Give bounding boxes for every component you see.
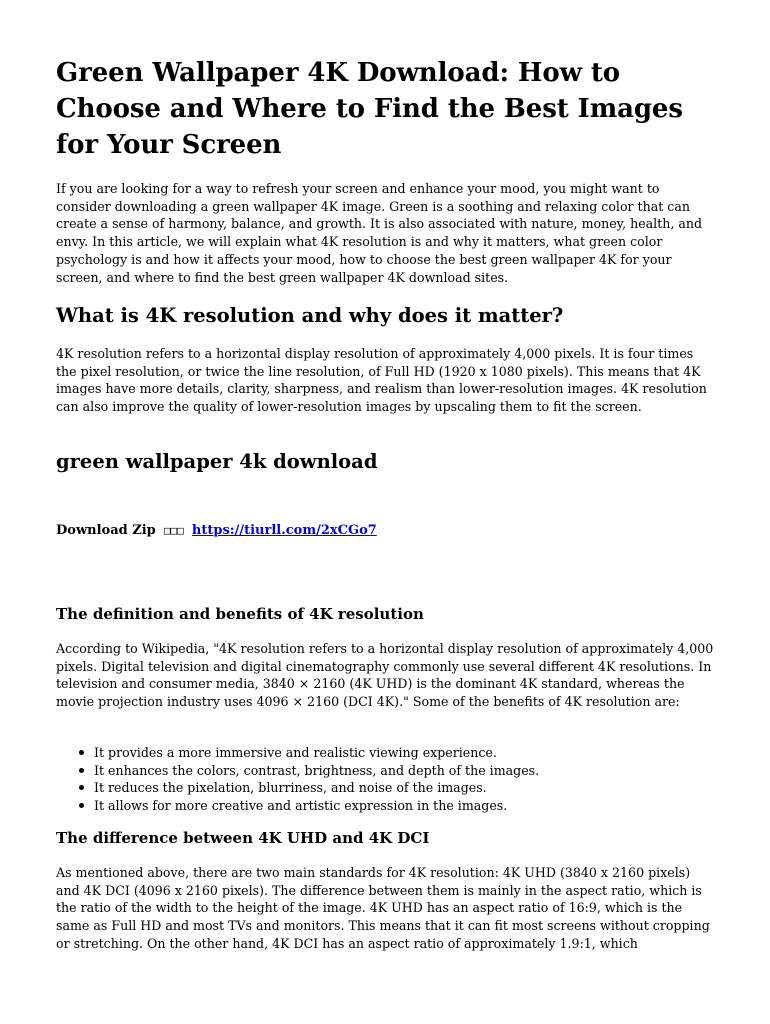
download-line	[56, 522, 377, 540]
page-title: Green Wallpaper 4K Download: How to Choose and Where to Find the Best Images for Your Screen	[56, 58, 683, 160]
benefits-list	[56, 744, 714, 814]
section-definition-paragraph: According to Wikipedia, "4K resolution refers to a horizontal display resolution of approximately 4,000 pixels. Digital television and digital cinematography commonly use several different 4K resolutions. In television and consumer media, 3840 × 2160 (4K UHD) is the dominant 4K standard, whereas the movie projection industry uses 4096 × 2160 (DCI 4K)." Some of the benefits of 4K resolution are:	[56, 641, 714, 710]
list-item: It allows for more creative and artistic expression in the images.	[94, 797, 714, 815]
section-uhd-vs-dci-paragraph: As mentioned above, there are two main standards for 4K resolution: 4K UHD (3840 x 2160 pixels) and 4K DCI (4096 x 2160 pixels). The difference between them is mainly in the aspect ratio, which is the ratio of the width to the height of the image. 4K UHD has an aspect ratio of 16:9, which is the same as Full HD and most TVs and monitors. This means that it can fit most screens without cropping or stretching. On the other hand, 4K DCI has an aspect ratio of approximately 1.9:1, which	[56, 865, 710, 951]
list-item: It enhances the colors, contrast, brightness, and depth of the images.	[94, 762, 714, 780]
section-4k-resolution-paragraph: 4K resolution refers to a horizontal display resolution of approximately 4,000 pixels. It is four times the pixel resolution, or twice the line resolution, of Full HD (1920 x 1080 pixels). This means that 4K images have more details, clarity, sharpness, and realism than lower-resolution images. 4K resolution can also improve the quality of lower-resolution images by upscaling them to fit the screen.	[56, 346, 707, 415]
list-item: It provides a more immersive and realistic viewing experience.	[94, 744, 714, 762]
download-link[interactable]: https://tiurll.com/2xCGo7	[191, 523, 377, 538]
download-zip-label: Download Zip	[56, 523, 156, 538]
section-heading-definition-benefits: The definition and benefits of 4K resolution	[56, 605, 424, 623]
list-item: It reduces the pixelation, blurriness, and noise of the images.	[94, 779, 714, 797]
section-heading-4k-resolution: What is 4K resolution and why does it matter?	[56, 304, 564, 327]
intro-paragraph: If you are looking for a way to refresh your screen and enhance your mood, you might want to consider downloading a green wallpaper 4K image. Green is a soothing and relaxing color that can create a sense of harmony, balance, and growth. It is also associated with nature, money, health, and envy. In this article, we will explain what 4K resolution is and why it matters, what green color psychology is and how it affects your mood, how to choose the best green wallpaper 4K for your screen, and where to find the best green wallpaper 4K download sites.	[56, 181, 703, 285]
section-heading-uhd-vs-dci: The difference between 4K UHD and 4K DCI	[56, 829, 430, 847]
download-glyphs: □□□	[163, 524, 184, 537]
download-heading: green wallpaper 4k download	[56, 450, 378, 473]
